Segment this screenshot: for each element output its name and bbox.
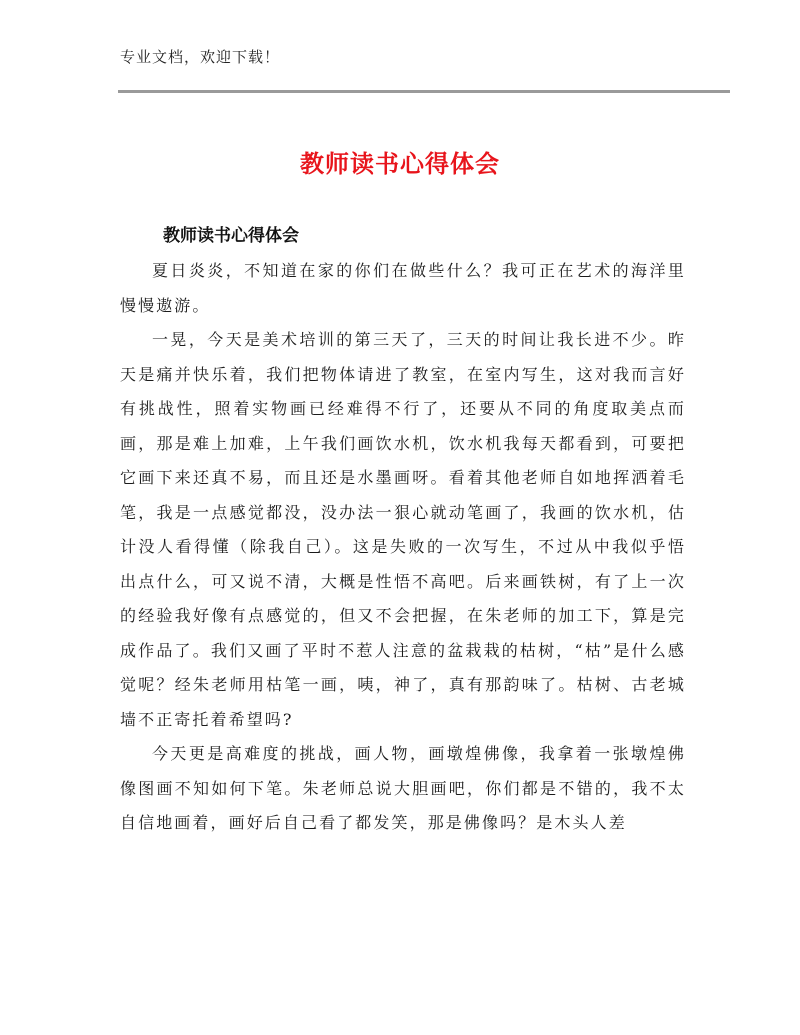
paragraph: 一晃，今天是美术培训的第三天了，三天的时间让我长进不少。昨天是痛并快乐着，我们把物体请进了教室，在室内写生，这对我而言好有挑战性，照着实物画已经难得不行了，还要从不同的角度取美点而画，那是难上加难，上午我们画饮水机，饮水机我每天都看到，可要把它画下来还真不易，而且还是水墨画呀。看着其他老师自如地挥洒着毛笔，我是一点感觉都没，没办法一狠心就动笔画了，我画的饮水机，估计没人看得懂（除我自己）。这是失败的一次写生，不过从中我似乎悟出点什么，可又说不清，大概是性悟不高吧。后来画铁树，有了上一次的经验我好像有点感觉的，但又不会把握，在朱老师的加工下，算是完成作品了。我们又画了平时不惹人注意的盆栽栽的枯树，“枯”是什么感觉呢？经朱老师用枯笔一画，咦，神了，真有那韵味了。枯树、古老城墙不正寄托着希望吗? <box>120 330 686 729</box>
document-title: 教师读书心得体会 <box>300 150 500 178</box>
header-note: 专业文档，欢迎下载！ <box>120 48 281 66</box>
header-divider <box>118 90 730 93</box>
document-subtitle: 教师读书心得体会 <box>163 226 299 246</box>
document-body <box>120 254 686 841</box>
paragraph: 夏日炎炎，不知道在家的你们在做些什么？我可正在艺术的海洋里慢慢遨游。 <box>120 261 686 315</box>
paragraph: 今天更是高难度的挑战，画人物，画墩煌佛像，我拿着一张墩煌佛像图画不知如何下笔。朱老师总说大胆画吧，你们都是不错的，我不太自信地画着，画好后自己看了都发笑，那是佛像吗？是木头人差 <box>120 744 686 832</box>
